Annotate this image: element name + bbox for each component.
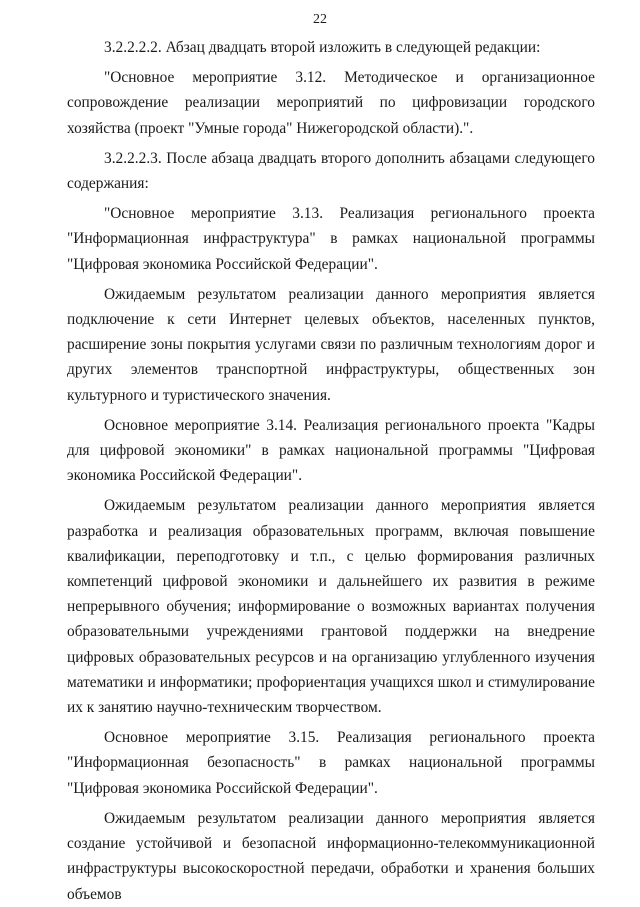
page-number: 22 [313,12,327,27]
paragraph-activity-3-12: "Основное мероприятие 3.12. Методическое и организационное сопровождение реализации мероприятий по цифровизации городского хозяйства (проект "Умные города" Нижегородской области).". [67,69,595,137]
paragraph-result-3-14: Ожидаемым результатом реализации данного мероприятия является разработка и реализация образовательных программ, включая повышение квалификации, переподготовку и т.п., с целью формирования различных компетенций цифровой экономики и дальнейшего их развития в режиме непрерывного обучения; информирование о возможных вариантах получения образовательными учреждениями грантовой поддержки на внедрение цифровых образовательных ресурсов и на организацию углубленного изучения математики и информатики; профориентация учащихся школ и стимулирование их к занятию научно-техническим творчеством. [67,497,595,717]
paragraph-activity-3-14: Основное мероприятие 3.14. Реализация регионального проекта "Кадры для цифровой экономики" в рамках национальной программы "Цифровая экономика Российской Федерации". [67,416,595,485]
paragraph-result-3-13: Ожидаемым результатом реализации данного мероприятия является подключение к сети Интернет целевых объектов, населенных пунктов, расширение зоны покрытия услугами связи по различным технологиям дорог и других элементов транспортной инфраструктуры, общественных зон культурного и туристического значения. [67,285,595,404]
paragraph-amendment-3-2-2-2-3: 3.2.2.2.3. После абзаца двадцать второго дополнить абзацами следующего содержания: [67,149,595,193]
paragraph-activity-3-15: Основное мероприятие 3.15. Реализация регионального проекта "Информационная безопасность" в рамках национальной программы "Цифровая экономика Российской Федерации". [67,729,595,797]
document-body [67,35,595,907]
paragraph-result-3-15: Ожидаемым результатом реализации данного мероприятия является создание устойчивой и безопасной информационно-телекоммуникационной инфраструктуры высокоскоростной передачи, обработки и хранения больших объемов [67,809,595,903]
paragraph-activity-3-13: "Основное мероприятие 3.13. Реализация регионального проекта "Информационная инфраструктура" в рамках национальной программы "Цифровая экономика Российской Федерации". [67,205,595,273]
paragraph-amendment-3-2-2-2-2: 3.2.2.2.2. Абзац двадцать второй изложить в следующей редакции: [104,39,541,56]
